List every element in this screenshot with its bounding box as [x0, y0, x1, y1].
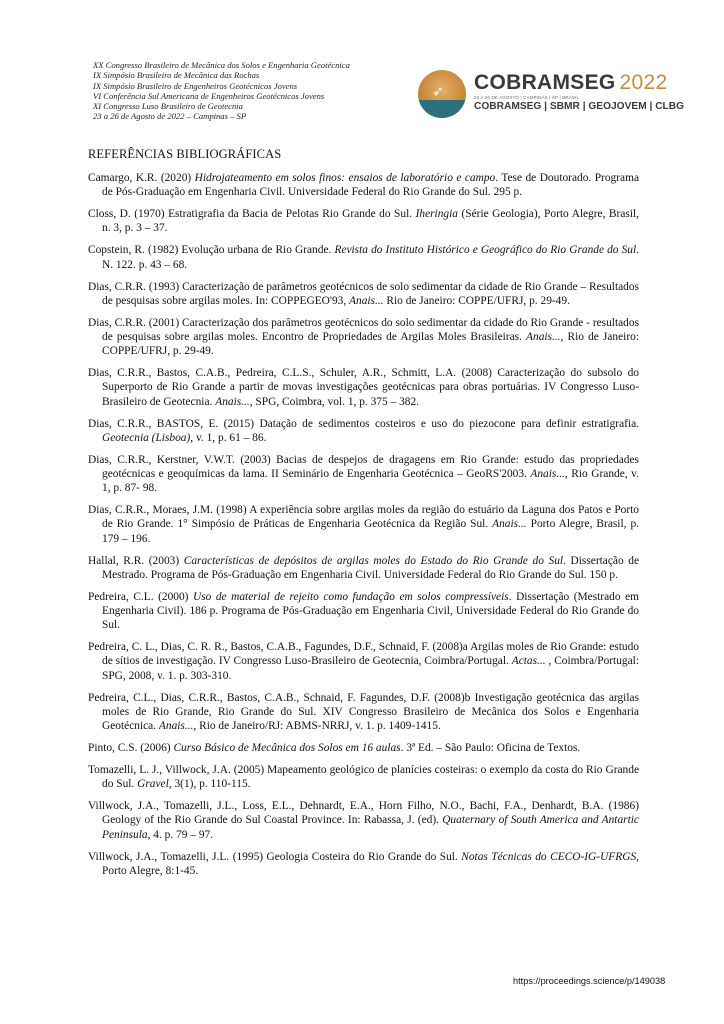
- cobramseg-logo: [418, 70, 685, 118]
- reference-title: Quaternary of South America and Antartic Peninsula: [102, 814, 639, 841]
- reference-text: Rio de Janeiro: COPPE/UFRJ, p. 29-49.: [383, 294, 570, 307]
- reference-title: Gravel,: [137, 778, 172, 791]
- header-line: IX Simpósio Brasileiro de Engenheiros Geotécnicos Jovens: [93, 80, 298, 91]
- reference-text: , Rio Grande, v. 1, p. 87- 98.: [102, 468, 639, 495]
- reference-text: Dias, C.R.R., Bastos, C.A.B., Pedreira, C.L.S., Schuler, A.R., Schmitt, L.A. (2008) Caracterização do subsolo do Superporto de Rio Grande a partir de movas investigações geotécnicas para obras portuárias. IV Congresso Luso-Brasileiro de Geotecnia.: [88, 367, 639, 408]
- reference-item: [88, 243, 639, 271]
- reference-title: Características de depósitos de argilas moles do Estado do Rio Grande do Sul: [183, 554, 564, 567]
- reference-text: . Tese de Doutorado. Programa de Pós-Graduação em Engenharia Civil. Universidade Federal do Rio Grande do Sul. 295 p.: [102, 172, 640, 199]
- reference-item: [88, 280, 639, 308]
- logo-date-line: 23 A 26 DE AGOSTO | CAMPINAS | SP | BRASIL: [474, 95, 580, 100]
- reference-text: , Coimbra/Portugal: SPG, 2008, v. 1. p. 303-310.: [102, 655, 639, 682]
- footer-url: https://proceedings.science/p/149038: [513, 976, 666, 986]
- reference-text: , SPG, Coimbra, vol. 1, p. 375 – 382.: [249, 395, 420, 408]
- reference-text: Pinto, C.S. (2006): [88, 742, 174, 755]
- reference-text: Pedreira, C.L., Dias, C.R.R., Bastos, C.A.B., Schnaid, F. Fagundes, D.F. (2008)b Investigação geotécnica das argilas moles de Rio Grande, Rio Grande do Sul. XIV Congresso Brasileiro de Mecânica dos Solos e Engenharia Geotécnica.: [88, 691, 639, 733]
- reference-text: , 4. p. 79 – 97.: [147, 828, 214, 841]
- reference-title: Curso Básico de Mecânica dos Solos em 16 aulas: [173, 742, 401, 755]
- reference-text: Villwock, J.A., Tomazelli, J.L., Loss, E.L., Dehnardt, E.A., Horn Filho, N.O., Bachi, F.A., Denhardt, B.A. (1986) Geology of the Rio Grande do Sul Coastal Province. In: Rabassa, J. (ed).: [88, 800, 639, 827]
- reference-title: Iheringia: [415, 208, 458, 221]
- reference-text: Dias, C.R.R., Kerstner, V.W.T. (2003) Bacias de despejos de dragagens em Rio Grande: estudo das propriedades geotécnicas e geoquímicas da lama. II Seminário de Engenharia Geotécnica – GeoRS'2003.: [88, 453, 639, 481]
- reference-item: [88, 554, 639, 582]
- logo-title: [474, 71, 667, 95]
- reference-title: Geotecnia (Lisboa): [102, 431, 191, 444]
- reference-text: , Rio de Janeiro/RJ: ABMS-NRRJ, v. 1. p. 1409-1415.: [193, 720, 441, 733]
- reference-text: , v. 1, p. 61 – 86.: [190, 431, 267, 444]
- reference-title: Anais...: [530, 468, 565, 481]
- reference-title: Anais...: [215, 395, 250, 408]
- logo-year: 2022: [619, 71, 668, 94]
- reference-item: [88, 763, 639, 791]
- reference-text: Porto Alegre, Brasil, p. 179 – 196.: [102, 518, 639, 545]
- reference-item: [88, 640, 639, 683]
- reference-item: [88, 503, 639, 546]
- reference-title: Actas...: [511, 655, 546, 668]
- reference-text: Tomazelli, L. J., Villwock, J.A. (2005) Mapeamento geológico de planícies costeiras: o exemplo da costa do Rio Grande do Sul.: [88, 764, 639, 791]
- reference-text: Dias, C.R.R. (2001) Caracterização dos parâmetros geotécnicos do solo sedimentar da cidade do Rio Grande - resultados de pesquisas sobre argilas moles. Encontro de Propriedades de Argilas Moles Brasileiras.: [88, 316, 640, 344]
- reference-item: [88, 207, 639, 235]
- reference-item: [88, 453, 639, 496]
- reference-text: Hallal, R.R. (2003): [88, 554, 184, 567]
- logo-subtitle: COBRAMSEG | SBMR | GEOJOVEM | CLBG: [474, 101, 685, 112]
- reference-text: . 3ª Ed. – São Paulo: Oficina de Textos.: [400, 742, 581, 755]
- reference-text: 3(1), p. 110-115.: [171, 778, 251, 791]
- reference-list: [88, 171, 639, 886]
- reference-text: Pedreira, C.L. (2000): [88, 590, 193, 603]
- reference-text: , Porto Alegre, 8:1-45.: [102, 850, 639, 877]
- reference-title: Notas Técnicas do CECO-IG-UFRGS: [461, 850, 637, 863]
- reference-text: (Série Geologia), Porto Alegre, Brasil, n. 3, p. 3 – 37.: [102, 208, 639, 235]
- logo-emblem-icon: ➶: [418, 70, 466, 118]
- reference-title: Anais...: [158, 720, 194, 733]
- reference-title: Anais...: [526, 331, 561, 344]
- reference-item: [88, 741, 639, 755]
- header-line: XX Congresso Brasileiro de Mecânica dos Solos e Engenharia Geotécnica: [93, 60, 350, 70]
- reference-text: , Rio de Janeiro: COPPE/UFRJ, p. 29-49.: [102, 331, 639, 358]
- header-line: XI Congresso Luso Brasileiro de Geotecnia: [93, 101, 243, 112]
- reference-title: Anais...: [349, 294, 384, 307]
- header-line: 23 a 26 de Agosto de 2022 – Campinas – SP: [93, 111, 247, 122]
- reference-item: [88, 171, 639, 199]
- reference-title: Hidrojateamento em solos finos: ensaios de laboratório e campo: [194, 172, 496, 184]
- reference-item: [88, 366, 639, 409]
- section-title: REFERÊNCIAS BIBLIOGRÁFICAS: [88, 147, 282, 161]
- conference-header: [93, 60, 350, 122]
- header-line: IX Simpósio Brasileiro de Mecânica das Rochas: [93, 70, 260, 81]
- reference-title: Uso de material de rejeito como fundação em solos compressíveis: [192, 590, 509, 603]
- reference-text: Pedreira, C. L., Dias, C. R. R., Bastos, C.A.B., Fagundes, D.F., Schnaid, F. (2008)a Argilas moles de Rio Grande: estudo de sítios de investigação. IV Congresso Luso-Brasileiro de Geotecnia, Coimbra/Portugal.: [88, 641, 639, 668]
- reference-item: [88, 850, 639, 878]
- reference-text: . N. 122. p. 43 – 68.: [102, 244, 639, 271]
- reference-text: Dias, C.R.R., Moraes, J.M. (1998) A experiência sobre argilas moles da região do estuário da Laguna dos Patos e Porto de Rio Grande. 1° Simpósio de Práticas de Engenharia Geotécnica da Região Sul.: [88, 504, 639, 531]
- reference-item: [88, 799, 639, 842]
- logo-name: COBRAMSEG: [474, 71, 616, 94]
- reference-text: Closs, D. (1970) Estratigrafia da Bacia de Pelotas Rio Grande do Sul.: [88, 208, 416, 221]
- reference-text: Camargo, K.R. (2020): [88, 172, 195, 184]
- reference-item: [88, 417, 639, 445]
- reference-title: Anais...: [492, 518, 527, 531]
- header-line: VI Conferência Sul Americana de Engenheiros Geotécnicos Jovens: [93, 90, 325, 101]
- reference-text: . Dissertação (Mestrado em Engenharia Civil). 186 p. Programa de Pós-Graduação em Engenharia Civil, Universidade Federal do Rio Grande do Sul.: [102, 590, 639, 632]
- reference-item: [88, 316, 639, 359]
- reference-item: [88, 691, 639, 734]
- reference-text: Villwock, J.A., Tomazelli, J.L. (1995) Geologia Costeira do Rio Grande do Sul.: [88, 850, 462, 863]
- reference-text: Copstein, R. (1982) Evolução urbana de Rio Grande.: [88, 244, 335, 257]
- reference-title: Revista do Instituto Histórico e Geográfico do Rio Grande do Sul: [334, 244, 637, 257]
- reference-text: Dias, C.R.R., BASTOS, E. (2015) Datação de sedimentos costeiros e uso do piezocone para definir estratigrafia.: [88, 417, 639, 430]
- reference-item: [88, 590, 639, 633]
- reference-text: . Dissertação de Mestrado. Programa de Pós-Graduação em Engenharia Civil. Universidade Federal do Rio Grande do Sul. 150 p.: [102, 554, 639, 581]
- reference-text: Dias, C.R.R. (1993) Caracterização de parâmetros geotécnicos de solo sedimentar da cidade de Rio Grande – Resultados de pesquisas sobre argilas moles. In: COPPEGEO'93,: [88, 280, 639, 307]
